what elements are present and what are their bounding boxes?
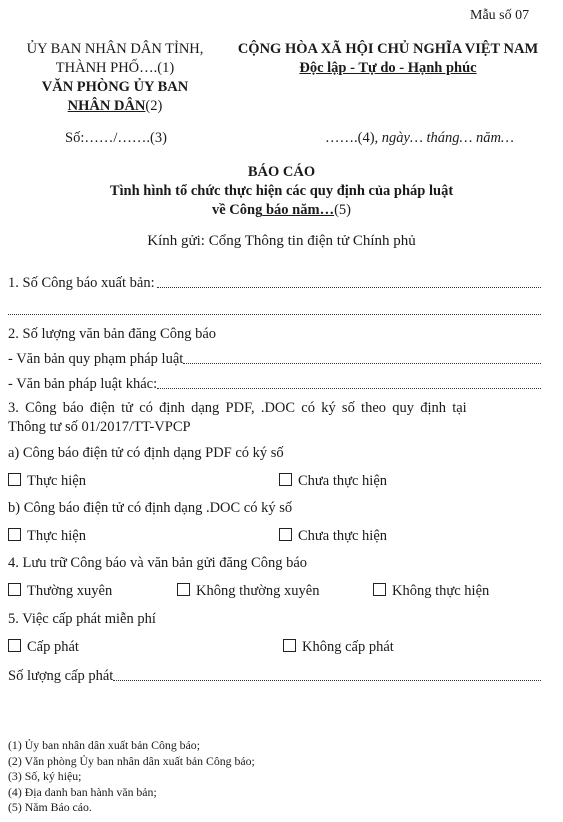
checkbox[interactable]: [373, 583, 386, 596]
section-2b-fill[interactable]: [157, 376, 541, 389]
footnote-1: (1) Ủy ban nhân dân xuất bản Công báo;: [8, 738, 200, 752]
option-label: Thường xuyên: [27, 583, 113, 599]
issuer-line4: [0, 97, 230, 116]
title-line1: BÁO CÁO: [247, 164, 316, 180]
option-label: Chưa thực hiện: [298, 528, 388, 544]
date-text: , ngày… tháng… năm…: [374, 130, 514, 146]
title-line3-a: về Công: [212, 202, 263, 218]
footnote-3: (3) Số, ký hiệu;: [8, 769, 82, 784]
section-2-heading: 2. Số lượng văn bản đăng Công báo: [8, 326, 217, 342]
issuer-line4-text: NHÂN DÂN: [67, 98, 146, 114]
option-label: Không thường xuyên: [196, 583, 320, 599]
section-2a-label: - Văn bản quy phạm pháp luật: [8, 351, 184, 367]
checkbox[interactable]: [279, 473, 292, 486]
section-4-opt2[interactable]: [177, 583, 319, 600]
report-title: [0, 163, 563, 220]
section-3-line2: Thông tư số 01/2017/TT-VPCP: [8, 419, 191, 435]
document-number: Số:……/…….(3): [65, 130, 167, 146]
section-3b-opt1[interactable]: [8, 528, 86, 545]
option-label: Thực hiện: [27, 473, 86, 489]
date-line: [325, 130, 514, 147]
section-2b: [8, 376, 541, 393]
section-3b: b) Công báo điện tử có định dạng .DOC có ký số: [8, 500, 293, 516]
section-1: [8, 275, 541, 292]
national-title: CỘNG HÒA XÃ HỘI CHỦ NGHĨA VIỆT NAM: [237, 41, 539, 57]
section-4-opt3[interactable]: [373, 583, 489, 600]
section-3a-opt2[interactable]: [279, 473, 387, 490]
title-line3-c: (5): [334, 202, 351, 218]
national-motto: Độc lập - Tự do - Hạnh phúc: [299, 60, 477, 76]
section-5-opt1[interactable]: [8, 639, 79, 656]
section-2a: [8, 351, 541, 368]
form-number: Mẫu số 07: [470, 8, 530, 23]
footnote-2: (2) Văn phòng Ủy ban nhân dân xuất bản Công báo;: [8, 753, 255, 768]
left-header: [0, 40, 230, 116]
section-1-fill-line2[interactable]: [8, 304, 541, 315]
section-5-opt2[interactable]: [283, 639, 394, 656]
section-3a: a) Công báo điện tử có định dạng PDF có ký số: [8, 445, 284, 461]
option-label: Thực hiện: [27, 528, 86, 544]
section-2a-fill[interactable]: [183, 351, 541, 364]
section-3b-opt2[interactable]: [279, 528, 387, 545]
footnote-4: (4) Địa danh ban hành văn bản;: [8, 784, 157, 799]
section-4-opt1[interactable]: [8, 583, 112, 600]
checkbox[interactable]: [8, 528, 21, 541]
section-5: 5. Việc cấp phát miễn phí: [8, 611, 156, 627]
section-1-fill[interactable]: [157, 275, 541, 288]
issuer-line2: THÀNH PHỐ….(1): [55, 60, 175, 76]
issuer-line1: ỦY BAN NHÂN DÂN TỈNH,: [26, 41, 204, 57]
checkbox[interactable]: [8, 583, 21, 596]
checkbox[interactable]: [8, 639, 21, 652]
option-label: Chưa thực hiện: [298, 473, 388, 489]
section-3-line1: 3. Công báo điện tử có định dạng PDF, .DOC có ký số theo quy định tại: [8, 400, 467, 416]
checkbox[interactable]: [8, 473, 21, 486]
issuer-line4-note: (2): [145, 98, 163, 114]
title-line2: Tình hình tổ chức thực hiện các quy định của pháp luật: [109, 183, 454, 199]
option-label: Không thực hiện: [392, 583, 490, 599]
section-2b-label: - Văn bản pháp luật khác:: [8, 376, 158, 392]
option-label: Cấp phát: [27, 639, 79, 655]
right-header: [222, 40, 554, 78]
footnote-5: (5) Năm Báo cáo.: [8, 800, 92, 815]
checkbox[interactable]: [279, 528, 292, 541]
section-4: 4. Lưu trữ Công báo và văn bản gửi đăng Công báo: [8, 555, 308, 571]
checkbox[interactable]: [283, 639, 296, 652]
section-3a-opt1[interactable]: [8, 473, 86, 490]
section-5-count-label: Số lượng cấp phát: [8, 668, 114, 684]
title-line3-b: báo năm…: [262, 202, 335, 218]
footnotes: [8, 738, 255, 816]
option-label: Không cấp phát: [302, 639, 394, 655]
checkbox[interactable]: [177, 583, 190, 596]
section-1-label: 1. Số Công báo xuất bản:: [8, 275, 155, 291]
recipient-line: Kính gửi: Cổng Thông tin điện tử Chính phủ: [147, 233, 416, 249]
issuer-line3: VĂN PHÒNG ỦY BAN: [41, 79, 189, 95]
title-line3: [0, 201, 563, 220]
date-place: …….(4): [325, 130, 375, 146]
section-5-count: [8, 668, 541, 685]
section-5-count-fill[interactable]: [113, 668, 541, 681]
